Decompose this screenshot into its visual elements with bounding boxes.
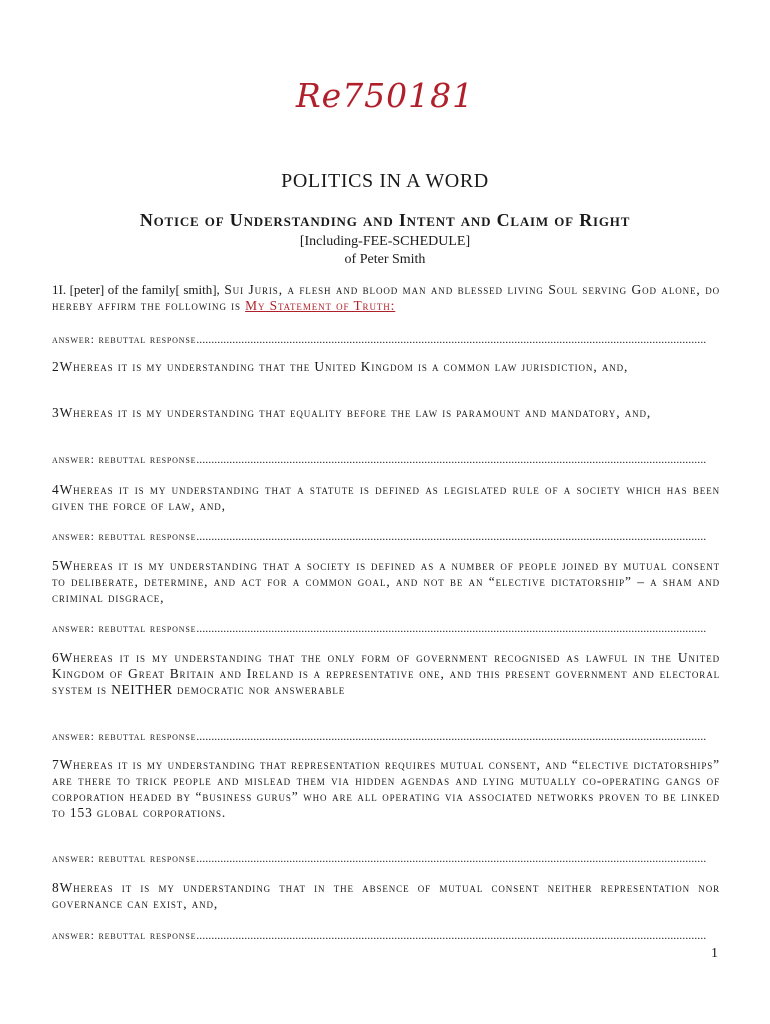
- page-number: 1: [711, 946, 718, 961]
- answer-label: answer: rebuttal response: [52, 729, 197, 743]
- answer-dots: ..........................................................................................................................................................................: [196, 452, 707, 466]
- answer-dots: ..........................................................................................................................................................................: [196, 529, 707, 543]
- paragraph-5: 5Whereas it is my understanding that a society is defined as a number of people joined by mutual consent to deliberate, determine, and act for a common goal, and not be an “elective dictatorship” – a sham and criminal disgrace,: [52, 558, 720, 605]
- answer-label: answer: rebuttal response: [52, 452, 197, 466]
- answer-dots: ..........................................................................................................................................................................: [196, 729, 707, 743]
- answer-dots: ..........................................................................................................................................................................: [196, 851, 707, 865]
- intro-paragraph: [52, 282, 720, 314]
- answer-line: [52, 928, 720, 943]
- answer-dots: ..........................................................................................................................................................................: [196, 621, 707, 635]
- statement-of-truth-link[interactable]: My Statement of Truth:: [245, 298, 396, 313]
- answer-line: [52, 452, 720, 467]
- answer-dots: ..........................................................................................................................................................................: [196, 928, 707, 942]
- answer-line: [52, 851, 720, 866]
- answer-label: answer: rebuttal response: [52, 332, 197, 346]
- paragraph-8: 8Whereas it is my understanding that in the absence of mutual consent neither representation nor governance can exist, and,: [52, 880, 720, 911]
- paragraph-3: 3Whereas it is my understanding that equality before the law is paramount and mandatory, and,: [52, 405, 652, 420]
- paragraph-6-text: 6Whereas it is my understanding that the only form of government recognised as lawful in the United Kingdom of Great Britain and Ireland is a representative one, and this present government and electoral system is: [52, 650, 720, 697]
- answer-label: answer: rebuttal response: [52, 529, 197, 543]
- paragraph-7: 7Whereas it is my understanding that representation requires mutual consent, and “elective dictatorships” are there to trick people and mislead them via hidden agendas and lying mutually co-operating gangs of corporation headed by “business gurus” who are all operating via associated networks proven to be linked to 153 global corporations.: [52, 757, 720, 820]
- intro-text: Sui Juris, a flesh and blood man and blessed living Soul serving God alone, do hereby affirm the following is: [52, 282, 720, 313]
- document-title: Notice of Understanding and Intent and Claim of Right: [139, 210, 631, 230]
- including-line: [Including-FEE-SCHEDULE]: [299, 234, 471, 249]
- answer-line: [52, 332, 720, 347]
- answer-label: answer: rebuttal response: [52, 621, 197, 635]
- paragraph-6-neither: NEITHER: [111, 682, 173, 697]
- document-subtitle: POLITICS IN A WORD: [281, 170, 489, 192]
- paragraph-4: 4Whereas it is my understanding that a statute is defined as legislated rule of a society which has been given the force of law, and,: [52, 482, 720, 513]
- paragraph-6-end: democratic nor answerable: [172, 682, 346, 697]
- paragraph-2: 2Whereas it is my understanding that the United Kingdom is a common law jurisdiction, and,: [52, 359, 629, 374]
- of-line: of Peter Smith: [344, 252, 426, 267]
- answer-dots: ..........................................................................................................................................................................: [196, 332, 707, 346]
- answer-line: [52, 729, 720, 744]
- answer-line: [52, 621, 720, 636]
- reference-number: Re750181: [295, 76, 475, 115]
- intro-name: 1I. [peter] of the family[ smith],: [52, 282, 220, 297]
- answer-line: [52, 529, 720, 544]
- answer-label: answer: rebuttal response: [52, 851, 197, 865]
- answer-label: answer: rebuttal response: [52, 928, 197, 942]
- paragraph-6: [52, 650, 720, 698]
